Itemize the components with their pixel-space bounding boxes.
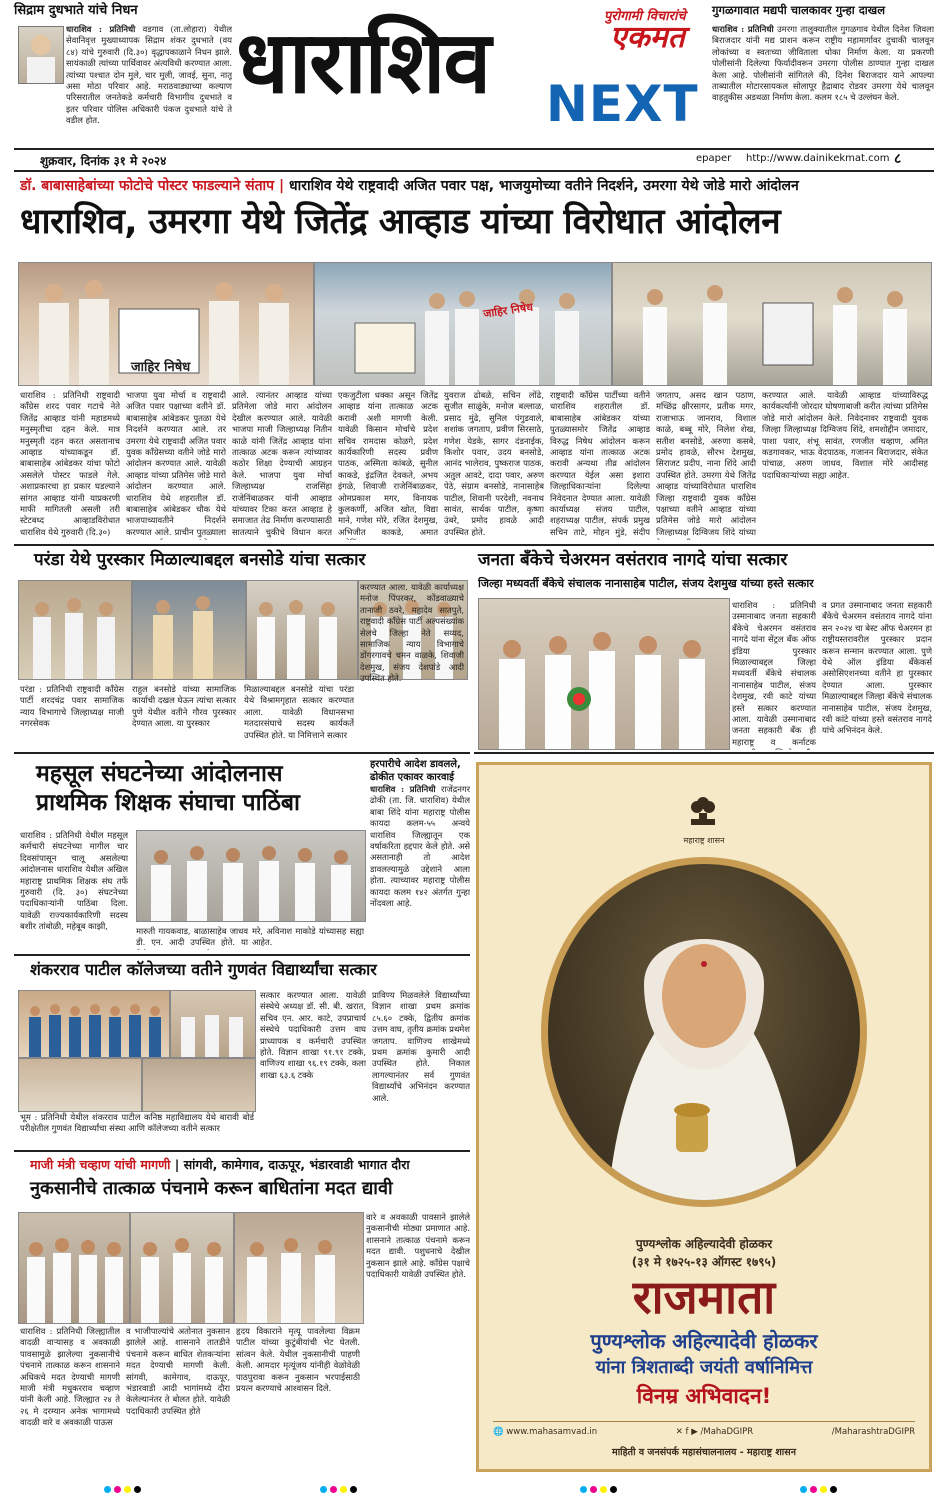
ad-big-title: राजमाता [632, 1270, 776, 1324]
ad-line-3: विनम्र अभिवादन! [636, 1384, 772, 1408]
harpari-headline: हरपारीचे आदेश डावलले, ढोकीत एकावर कारवाई [370, 759, 461, 783]
lead-photo-1 [18, 262, 314, 386]
janata-col-2: व प्रगत उस्मानाबाद जनता सहकारी बँकेचे चेअरमन वसंतराव नागदे यांना सन २०२४ चा बेस्ट ऑफ चेअरमन हा राष्ट्रीयस्तरावरील पुरस्कार प्रदान करून सन्मान करण्यात आला. पुणे येथे ऑल इंडिया बँकेकर्स असोसिएशनच्या वतीने हा पुरस्कार देण्यात आला. पुरस्कार मिळाल्याबद्दल जिल्हा बँकेचे संचालक नानासाहेब पाटील, संजय देशमुख, रवी कांटे यांच्या हस्ते वसंतराव नागदे यांचे अभिनंदन केले. [822, 600, 932, 736]
mahsul-headline: महसूल संघटनेच्या आंदोलनास प्राथमिक शिक्षक संघाचा पाठिंबा [36, 761, 300, 816]
lead-col-6: राष्ट्रवादी काँग्रेस पार्टीच्या वतीने धाराशिव शहरातील डॉ. बाबासाहेब आंबेडकर यांच्या पुतळ्यासमोर जितेंद्र आव्हाड विरुद्ध निषेध आंदोलन करून आव्हाड यांना तात्काळ अटक करावी अन्यथा तीव्र आंदोलन करण्यात येईल असा इशारा जिल्हाधिकाऱ्यांना दिलेल्या निवेदनात देण्यात आला. यावेळी कार्याध्यक्ष संजय पाटील, शहराध्यक्ष पाटील, संपर्क प्रमुख सचिन ताटे, मोहन मुंडे, संदीप [550, 390, 650, 537]
poster-text: जाहिर निषेध [482, 300, 534, 321]
next-logo: NEXT [546, 75, 699, 133]
right-brief-body: उमरगा तालुक्यातील गुगळगाव येथील दिनेश जिवला बिराजदार यांनी मद्य प्राशन करून राष्ट्रीय महामार्गावर दुचाकी चालवून लोकांच्या व स्वतःच्या जीविताला धोका निर्माण केला. या प्रकरणी पोलीसांनी दिलेल्या फिर्यादीवरून उमरगा पोलीस ठाण्यात गुन्हा दाखल केला आहे. पोलीसांनी सांगितले की, दिनेश बिराजदार याने आपल्या ताब्यातील मोटारसायकल सोलापूर हैद्राबाद रोडवर उमरगा येथे चालवून वाहतुकीस अडथळा निर्माण केला. कलम १८५ चे उल्लंघन केले. [712, 24, 934, 103]
paranda-col-2: राहुल बनसोडे यांच्या सामाजिक कार्याची दखल घेऊन त्यांचा सत्कार पुणे येथील वतीने गौरव पुरस्कार देण्यात आला. या पुरस्कार [132, 684, 236, 729]
shankarrao-col-1: भूम : प्रतिनिधी येथील शंकरराव पाटील कनिष्ठ महाविद्यालय येथे बारावी बोर्ड परीक्षेतील गुणवंत विद्यार्थ्यांचा संस्था आणि कॉलेजच्या वतीने सत्कार [20, 1112, 254, 1134]
social-icons: ✕ f ▶ /MahaDGIPR [675, 1427, 754, 1437]
ad-line-2: यांना त्रिशताब्दी जयंती वर्षानिमित्त [595, 1357, 813, 1378]
right-brief-title: गुगळगावात मद्यपी चालकावर गुन्हा दाखल [712, 3, 885, 17]
janata-photo [478, 598, 730, 750]
paranda-col-4: करण्यात आला. यावेळी कार्याध्यक्ष मनोज पिंपरकर, कोंडवाळ्याचे तानाजी ठवरे, महादेव सातपुते, राष्ट्रवादी काँग्रेस पार्टी अल्पसंख्यांक सेलचे जिल्हा नेते सय्यद, सामाजिक न्याय विभागाचे डोंगरगावचे चमन वाळके, शिवाजी देशमुख, संजय देशपांडे आदी उपस्थित होते. [360, 582, 464, 684]
nuksan-col-3: हृदय विकाराने मृत्यू पावलेल्या विक्रम पाटील यांच्या कुटुंबीयांची भेट घेतली. सांत्वन केले. येथील नुकसानीची पाहणी केली. आमदार मृत्यूंजय यांनीही वेळोवेळी पाठपुरावा करून नुकसान भरपाईसाठी प्रयत्न करण्याचे आश्वासन दिले. [236, 1326, 360, 1394]
masthead-title: धाराशिव [236, 13, 490, 113]
epaper-label: epaper [696, 153, 732, 164]
date-line: शुक्रवार, दिनांक ३१ मे २०२४ [40, 154, 167, 168]
harpari-body: राजेंद्रनगर ढोकी (ता. जि. धाराशिव) येथील बाबा शिंदे यांना महाराष्ट्र पोलीस कायदा कलम-५५ अन्वये धाराशिव जिल्ह्यातून एक वर्षाकरिता हद्दपार केले होते. असे असतानाही तो आदेश डावलल्यामुळे उद्देशाने आला होता. त्याच्यावर महाराष्ट्र पोलीस कायदा कलम १४२ अंतर्गत गुन्हा नोंदवला आहे. [370, 784, 470, 909]
government-advertisement [476, 762, 932, 1472]
ad-social-1[interactable]: /MahaDGIPR [700, 1427, 754, 1437]
nuksan-kicker-line: माजी मंत्री चव्हाण यांची मागणी | सांगवी, कामेगाव, दाऊपूर, भंडारवाडी भागात दौरा [30, 1157, 410, 1172]
ad-line-1: पुण्यश्लोक अहिल्यादेवी होळकर [590, 1329, 818, 1353]
harpari-byline: धाराशिव : प्रतिनिधी [370, 784, 436, 794]
lead-col-8: करण्यात आले. यावेळी आव्हाड यांच्याविरुद्ध कार्यकर्त्यांनी जोरदार घोषणाबाजी करीत त्यांच्या प्रतिमेस जोडे मारो आंदोलन केले. निवेदनावर राष्ट्रवादी युवक जिल्हा जिल्हाध्यक्ष दिग्विजय शिंदे, शमशोद्दीन जमादार, पाशा पवार, शंभू सावंत, रणजीत चव्हाण, अमित कडगावकर, भाऊ वेदपाठक, गजानन बिराजदार, संकेत पांचाळ, अरुण जाधव, विशाल मोरे आदीसह पदाधिकाऱ्यांच्या सह्या आहेत. [762, 390, 928, 480]
paranda-photo-3 [246, 580, 358, 680]
banner-text: जाहिर निषेध [131, 360, 191, 375]
nuksan-col-4: वारे व अवकाळी पावसाने झालेले नुकसानीची मोठ्या प्रमाणात आहे. शासनाने तात्काळ पंचनामे करून मदत द्यावी. पशुधनाचे देखील नुकसान झाले आहे. कॉंग्रेस पक्षाचे पदाधिकारी यावेळी उपस्थित होते. [366, 1212, 470, 1280]
right-brief [712, 4, 934, 144]
lead-col-4: एकजुटीला धक्का असून जितेंद्र आव्हाड यांना तात्काळ अटक करावी अशी मागणी केली. यावेळी किसान मोर्चाचे प्रदेश सचिव रामदास कोळगे, प्रदेश कार्यकारिणी सदस्य प्रवीण पाठक, अस्मिता कांबळे, सुनील काकडे, इंद्रजित देवकते, अभय इंगळे, शिवाजी राजेनिंबाळकर, ओमप्रकाश मगर, विनायक कुलकर्णी, अजित खोत, विद्या माने, गणेश मोरे, रजित देशमुख, अभिजीत काकडे, अमात [338, 390, 438, 537]
lead-col-1: धाराशिव : प्रतिनिधी राष्ट्रवादी काँग्रेस शरद पवार गटाचे नेते जितेंद्र आव्हाड यांनी महाडमध्ये मनुस्मृतीचा दहन केले. मात्र मनुस्मृती दहन करत असतानाच आव्हाड यांच्याकडून डॉ. बाबासाहेब आंबेडकर यांचा फोटो असलेले पोस्टर फाडले गेले. अशाप्रकारचा हा प्रकार घडल्याने सांगत आव्हाड यांनी याप्रकरणी माफी मागितली असली तरी स्टेटबध्द आव्हाडविरोधात धाराशिव येथे गुरुवारी (दि.३०) [20, 390, 120, 537]
nuksan-photo-1 [18, 1212, 130, 1324]
ad-footer: माहिती व जनसंपर्क महासंचालनालय - महाराष्ट्र शासन [612, 1447, 796, 1458]
lead-col-2: भाजपा युवा मोर्चा व राष्ट्रवादी अजित पवार पक्षाच्या वतीने डॉ. बाबासाहेब आंबेडकर पुतळा येथे निदर्शने करण्यात आले. तर उमरगा येथे राष्ट्रवादी अजित पवार युवक काँग्रेसच्या वतीने जोडे मारो आंदोलन करण्यात आले. यावेळी आव्हाड यांच्या प्रतिमेस जोडे मारो आंदोलन करण्यात आले. धाराशिव येथे शहरातील डॉ. बाबासाहेब आंबेडकर चौक येथे भाजपाच्यावतीने निदर्शने करण्यात आले. प्राचीन पुतळ्याला [126, 390, 226, 537]
nuksan-headline: नुकसानीचे तात्काळ पंचनामे करून बाधितांना मदत द्यावी [30, 1178, 393, 1199]
left-brief-title: सिद्राम दुधभाते यांचे निधन [14, 3, 138, 18]
ad-social-bar [493, 1421, 915, 1440]
shankarrao-col-3: प्राविण्य मिळवलेले विद्यार्थ्यांच्या विज्ञान शाखा प्रथम क्रमांक ८५.६० टक्के, द्वितीय क्रमांक उत्तम वाघ, तृतीय क्रमांक प्रथमेश जगताप. वाणिज्य शाखेमध्ये प्रथम क्रमांक कुमारी आदी उपस्थित होते. निकाल लागल्यानंतर सर्व गुणवंत विद्यार्थ्यांचे अभिनंदन करण्यात आले. [372, 990, 470, 1103]
mahsul-photo [136, 830, 366, 922]
mahsul-col-1: धाराशिव : प्रतिनिधी येथील महसूल कर्मचारी संघटनेच्या मागील चार दिवसांपासून चालू असलेल्या आंदोलनास धाराशिव येथील अखिल महाराष्ट्र प्राथमिक शिक्षक संघ तर्फे गुरुवारी (दि. ३०) संघटनेच्या पदाधिकाऱ्यांनी पाठिंबा दिला. यावेळी राज्यकार्यकारिणी सदस्य बशीर तांबोळी, महेबूब काझी, [20, 830, 128, 932]
shankarrao-photo-2 [170, 990, 256, 1058]
nuksan-kicker: माजी मंत्री चव्हाण यांची मागणी [30, 1157, 171, 1172]
janata-headline: जनता बँकेचे चेअरमन वसंतराव नागदे यांचा सत्कार [478, 550, 788, 570]
nuksan-col-2: व भाजीपाल्यांचे अतोनात नुकसान झालेले आहे. शासनाने तातडीने पंचनामे करून बाधित शेतकऱ्यांना मदत देण्याची मागणी केली. सांगवी, कामेगाव, दाऊपूर, भंडारवाडी आदी भागांमध्ये दौरा केलेल्यानंतर ते बोलत होते. यावेळी पदाधिकारी उपस्थित होते [126, 1326, 230, 1416]
portrait-frame [541, 857, 867, 1207]
website-link[interactable]: http://www.dainikekmat.com [746, 153, 890, 164]
ad-subtitle-2: (३१ मे १७२५-१३ ऑगस्ट १७९५) [631, 1255, 777, 1269]
ad-social-2[interactable]: /MaharashtraDGIPR [831, 1427, 915, 1437]
nuksan-col-1: धाराशिव : प्रतिनिधी जिल्ह्यातील वादळी वाऱ्यासह व अवकाळी पावसामुळे झालेल्या नुकसानीचे पंचनामे तात्काळ करून शासनाने अधिकचे मदत देण्याची मागणी माजी मंत्री मधुकरराव चव्हाण यांनी केली आहे. जिल्ह्यात २४ ते २६ मे दरम्यान अनेक भागामध्ये वादळी वारे व अवकाळी पाऊस [20, 1326, 120, 1428]
mahsul-col-2: मारुती गायकवाड, बाळासाहेब जाधव डी. एन. आदी उपस्थित होते. या [136, 926, 248, 948]
left-brief-body: वडगाव (ता.लोहारा) येथील सेवानिवृत्त मुख्याध्यापक सिद्राम शंकर दुधभाते (वय ८४) यांचे गुरुवारी (दि.३०) वृद्धापकाळाने निधन झाले. सायंकाळी त्यांच्या पार्थिवावर अंत्यविधी करण्यात आला. त्यांच्या पश्चात दोन मुले, चार मुली, जावई, सुना, नातू असा मोठा परिवार आहे. मराठवाड्याच्या कल्याण परिसरातील जनतेकडे कर्मचारी विभागीय दुधभाते व इतर परिवार पोलिस अधिकारी पंकज दुधभाते यांचे ते वडील होत. [66, 24, 232, 126]
nuksan-photo-2 [130, 1212, 234, 1324]
lead-col-5: युवराज ढोबळे, सचिन लोंढे, सुजीत साळुंके, मनोज बल्लाळ, प्रसाद मुंढे, सुनिल पंगुडवाले, शशांक जगताप, प्रवीण सिरसाठे, गणेश येडके, सागर दंडनाईक, किशोर पवार, उदय बनसोडे, आनंद भालेराव, पुष्कराज पाठक, अतुल आवटे, दादा पवार, अरुण पेठे, संग्राम बनसोडे, नानासाहेब पाटील, शिवानी परदेशी, नवनाथ सावंत, सार्थक पाटील, कृष्णा उंबरे, प्रमोद हावळे आदी उपस्थित होते. [444, 390, 544, 537]
brand-name: एकमत [610, 20, 685, 55]
janata-subhead: जिल्हा मध्यवर्ती बँकेचे संचालक नानासाहेब पाटील, संजय देशमुख यांच्या हस्ते सत्कार [478, 577, 814, 590]
lead-kicker: डॉ. बाबासाहेबांच्या फोटोचे पोस्टर फाडल्याने संताप [20, 178, 275, 194]
globe-icon: 🌐 www.mahasamvad.in [493, 1427, 598, 1437]
lead-col-7: जगताप, असद खान पठाण, मच्छिंद्र क्षीरसागर, प्रतीक मगर, राजाभाऊ जानराव, विशाल काळे, बब्बू मोरे, निलेश शेख, सतीश बनसोडे, अरुणा कसबे, प्रमोद हावळे, सौरभ देशमुख, सिराजट प्रदीप, नाना शिंदे आदी उपस्थित होते. उमरगा येथे जितेंद्र आव्हाड यांच्याविरोधात धाराशिव जिल्हा राष्ट्रवादी युवक काँग्रेस पक्षाच्या वतीने आव्हाड यांच्या प्रतिमेस जोडे मारो आंदोलन जिल्हाध्यक्ष दिग्विजय शिंदे यांच्या [656, 390, 756, 537]
right-brief-byline: धाराशिव : प्रतिनिधी [712, 24, 774, 34]
ad-website[interactable]: www.mahasamvad.in [506, 1427, 598, 1437]
lead-headline: धाराशिव, उमरगा येथे जितेंद्र आव्हाड यांच्या विरोधात आंदोलन [20, 202, 781, 242]
obituary-photo [18, 26, 64, 84]
harpari-column [370, 784, 470, 950]
shankarrao-photo-1 [18, 990, 170, 1058]
nuksan-photo-3 [234, 1212, 364, 1324]
paranda-headline: परंडा येथे पुरस्कार मिळाल्याबद्दल बनसोडे यांचा सत्कार [34, 550, 366, 570]
left-brief [14, 4, 232, 144]
shankarrao-col-2: सत्कार करण्यात आला. यावेळी संस्थेचे अध्यक्ष डॉ. सी. बी. खरात, सचिव एन. आर. काटे, उपप्राचार्य संस्थेचे पदाधिकारी उत्तम वाघ प्राध्यापक व कर्मचारी उपस्थित होते. विज्ञान शाखा ९१.९१ टक्के, वाणिज्य शाखा ९६.१९ टक्के, कला शाखा ६३.६ टक्के [260, 990, 366, 1080]
paranda-photo-1 [18, 580, 132, 680]
national-emblem-icon [685, 791, 721, 831]
nuksan-subhead: सांगवी, कामेगाव, दाऊपूर, भंडारवाडी भागात दौरा [183, 1157, 410, 1172]
left-brief-byline: धाराशिव : प्रतिनिधी [66, 24, 136, 34]
shankarrao-photo-3 [18, 1058, 142, 1112]
janata-col-1: धाराशिव : प्रतिनिधी उस्मानाबाद जनता सहकारी बँकेचे चेअरमन वसंतराव नागदे यांना सेंट्रल बँक ऑफ इंडिया पुरस्कार मिळाल्याबद्दल जिल्हा मध्यवर्ती बँकेचे संचालक नानासाहेब पाटील, संजय देशमुख, रवी काटे यांच्या हस्ते सत्कार करण्यात आला. यावेळी उस्मानाबाद जनता सहकारी बँक ही महाराष्ट्र व कर्नाटक [732, 600, 816, 747]
shankarrao-headline: शंकरराव पाटील कॉलेजच्या वतीने गुणवंत विद्यार्थ्यांचा सत्कार [30, 960, 377, 979]
paranda-col-1: परंडा : प्रतिनिधी राष्ट्रवादी काँग्रेस पार्टी शरदचंद्र पवार सामाजिक न्याय विभागाचे जिल्हाध्यक्ष माजी नगरसेवक [20, 684, 124, 729]
lead-photo-2 [314, 262, 612, 386]
lead-kicker-line: डॉ. बाबासाहेबांच्या फोटोचे पोस्टर फाडल्याने संताप | धाराशिव येथे राष्ट्रवादी अजित पवार पक्ष, भाजयुमोच्या वतीने निदर्शने, उमरगा येथे जोडे मारो आंदोलन [20, 178, 799, 194]
lead-subhead: धाराशिव येथे राष्ट्रवादी अजित पवार पक्ष, भाजयुमोच्या वतीने निदर्शने, उमरगा येथे जोडे मारो आंदोलन [289, 178, 799, 194]
page-number: ८ [894, 151, 902, 167]
lead-col-3: आले. त्यानंतर आव्हाड यांच्या प्रतिमेला जोडे मारा आंदोलन देखील करण्यात आले. यावेळी भाजपा माजी जिल्हाध्यक्ष नितीन काळे यांनी जितेंद्र आव्हाड यांना तात्काळ अटक करून त्यांच्यावर कठोर शिक्षा देण्याची आग्रहन केले. भाजपा युवा मोर्चा जिल्हाध्यक्ष राजसिंहा राजेनिंबाळकर यांनी आव्हाड यांच्यावर टिका करत आव्हाड हे समाजात तेढ निर्माण करण्यासाठी सातत्याने चुकीचे विधान करत [232, 390, 332, 537]
ad-subtitle-1: पुण्यश्लोक अहिल्यादेवी होळकर [635, 1237, 773, 1251]
paranda-col-3: मिळाल्याबद्दल बनसोडे यांचा परंडा येथे विश्रामगृहात सत्कार करण्यात आला. यावेळी विधानसभा मतदारसंघाचे सदस्य कार्यकर्ते उपस्थित होते. या निमित्ताने सत्कार [244, 684, 354, 740]
ahilyadevi-portrait [548, 864, 860, 1200]
emblem-caption: महाराष्ट्र शासन [683, 836, 725, 845]
paranda-photo-2 [132, 580, 246, 680]
mahsul-col-3: मरे, अविनाश माकोडे यांच्यासह सह्या आहेत. [252, 926, 364, 948]
lead-photo-3 [612, 262, 932, 386]
shankarrao-photo-4 [142, 1058, 256, 1112]
brand-tagline: पुरोगामी विचारांचे [604, 9, 686, 24]
